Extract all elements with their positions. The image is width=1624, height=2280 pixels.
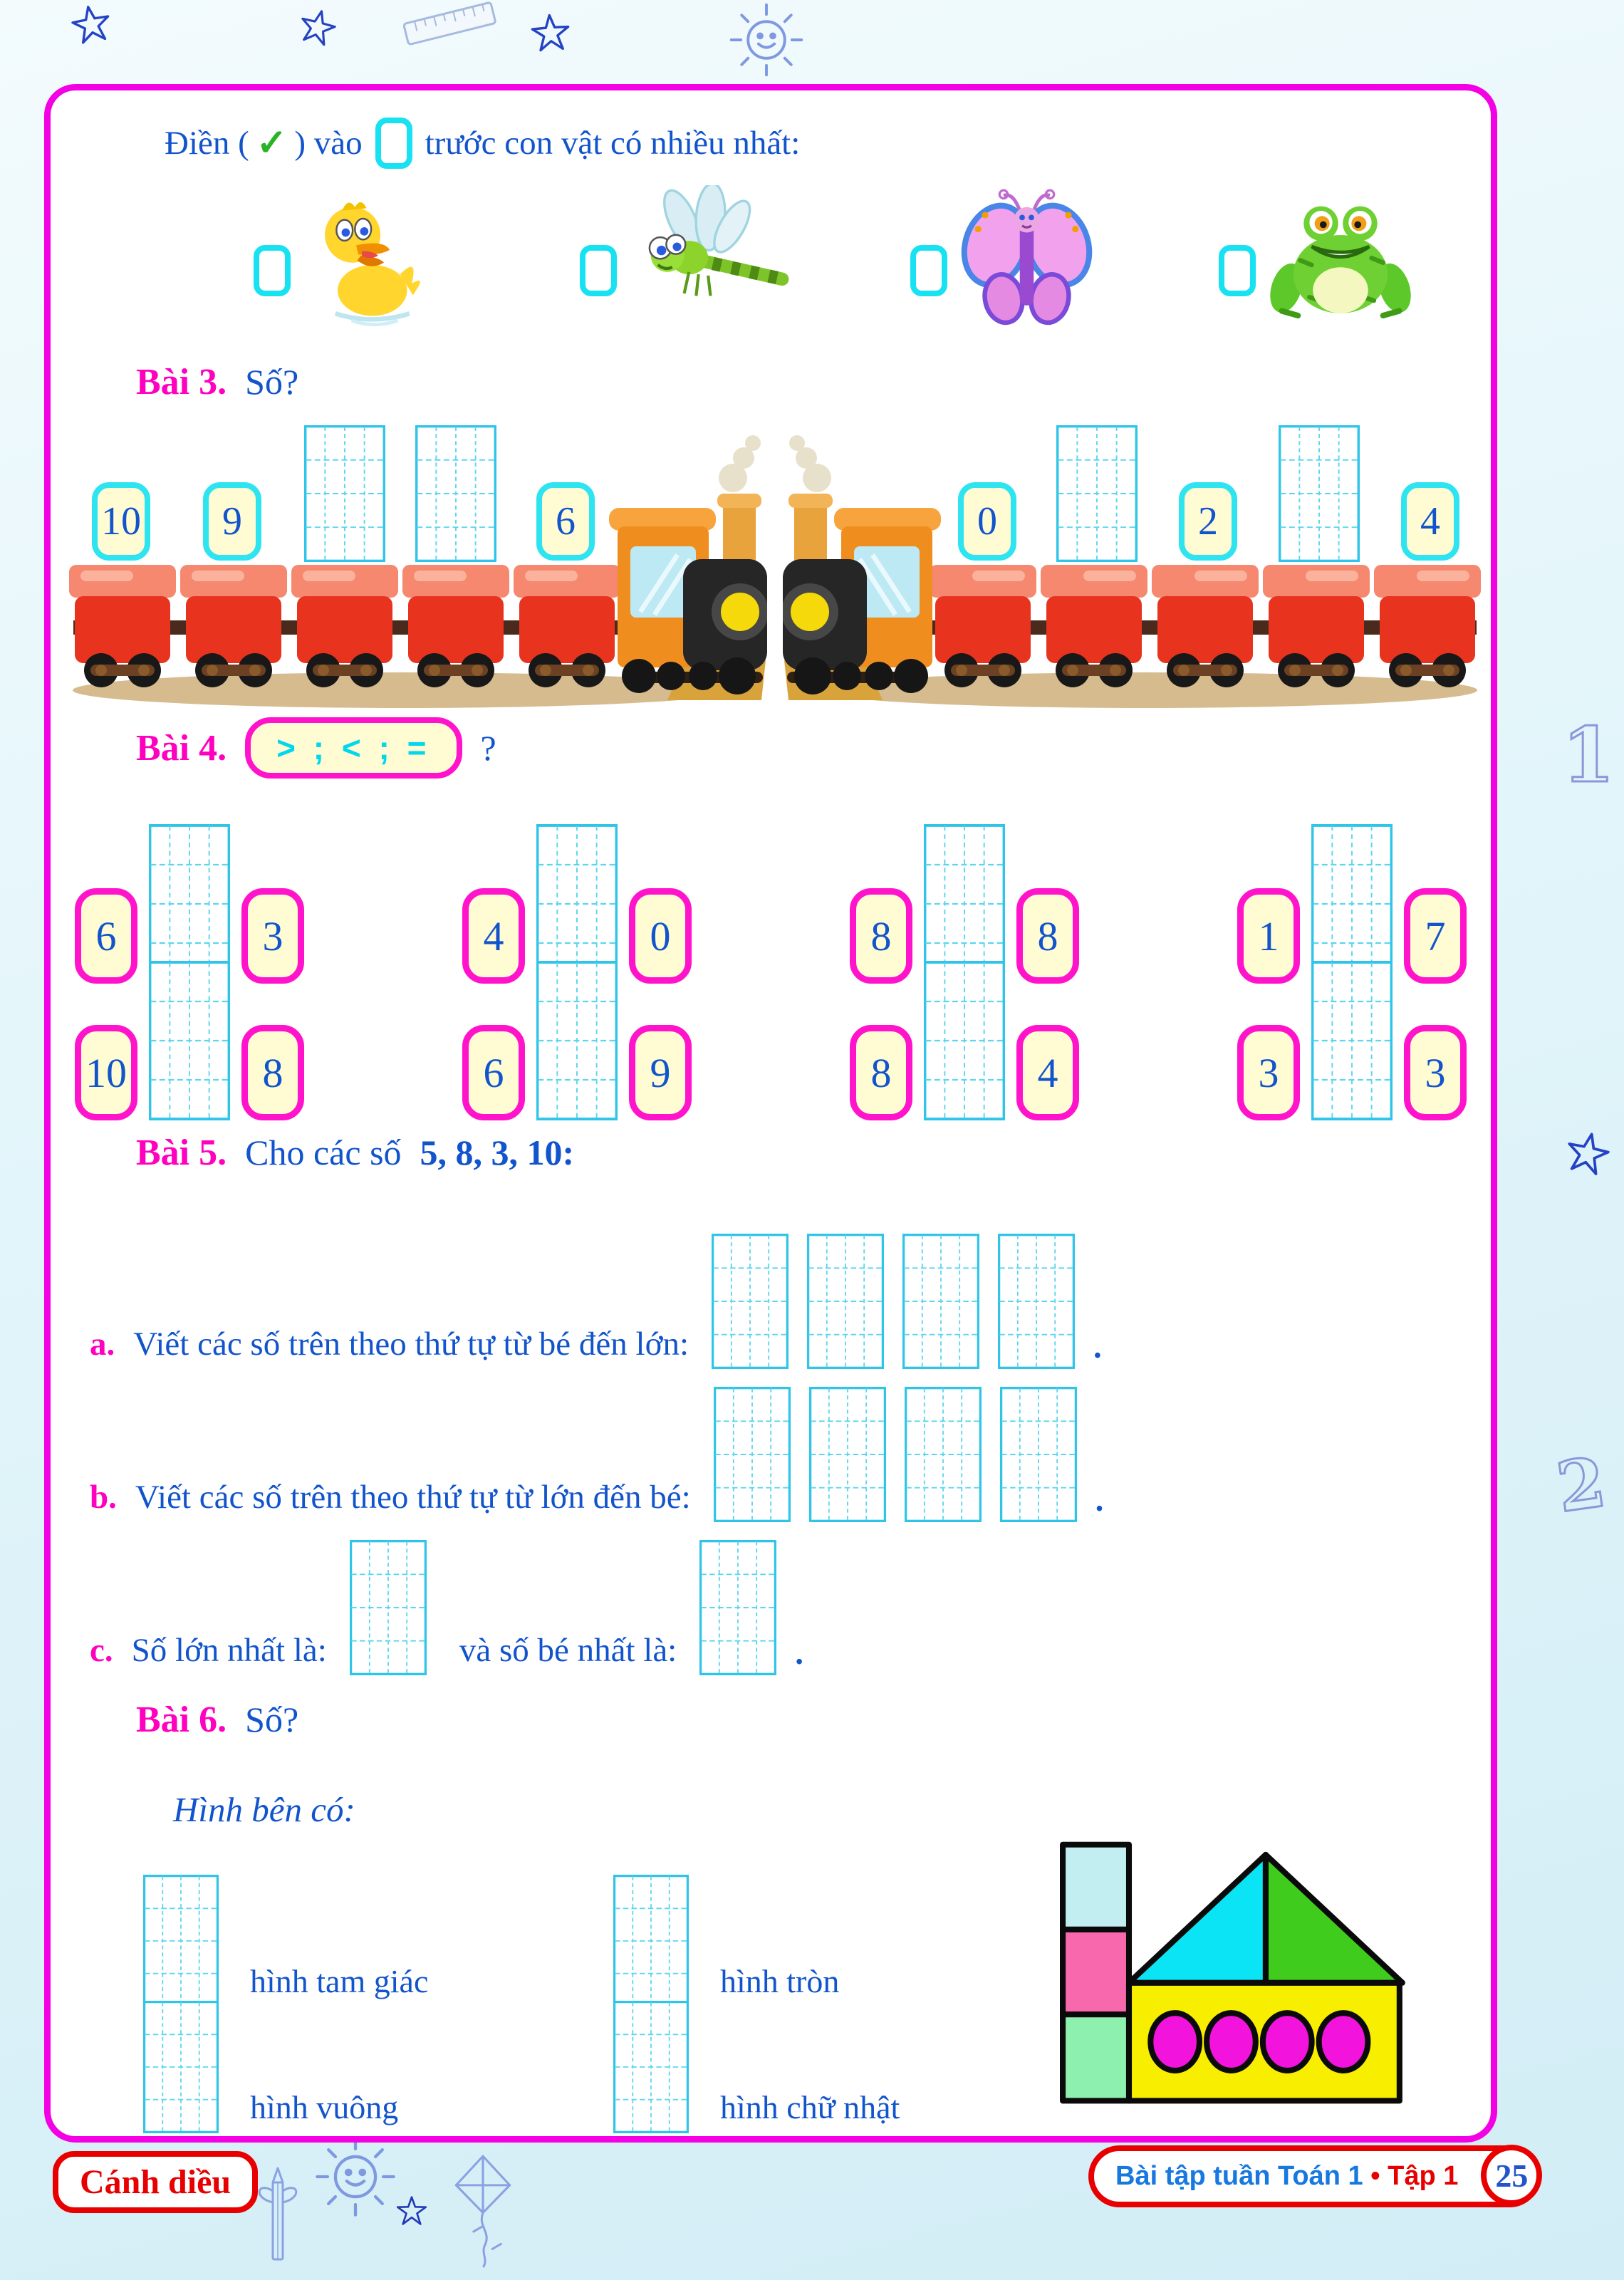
star-doodle-icon [295, 4, 340, 49]
star-doodle-icon [396, 2195, 427, 2227]
train-car-number: 9 [203, 482, 261, 561]
bai3-title: Số? [245, 362, 299, 402]
frog-image [1266, 187, 1415, 333]
sun-doodle-icon [312, 2133, 399, 2220]
duck-image [301, 184, 439, 337]
ruler-doodle-icon [396, 0, 503, 50]
dragonfly-image [627, 185, 794, 335]
bai3-heading [136, 361, 298, 403]
comparison-answer-grid[interactable] [536, 824, 618, 984]
bai5-item-a [90, 1234, 1102, 1369]
comparison-exercise [1237, 961, 1467, 1120]
comparison-row-2 [66, 961, 1475, 1120]
comparison-row-1 [66, 824, 1475, 984]
bai3-label: Bài 3. [136, 362, 227, 402]
shape-label: hình vuông [250, 2089, 399, 2125]
answer-grid[interactable] [712, 1234, 788, 1369]
comparison-exercise [75, 961, 304, 1120]
train-left [62, 425, 767, 710]
answer-grid[interactable] [998, 1234, 1075, 1369]
comparison-exercise [462, 961, 692, 1120]
answer-checkbox[interactable] [910, 245, 947, 296]
comparison-answer-grid[interactable] [149, 824, 230, 984]
answer-grid[interactable] [807, 1234, 884, 1369]
bai5-intro-text: Cho các số [245, 1133, 402, 1172]
series-title: Bài tập tuần Toán 1 [1115, 2161, 1363, 2191]
shape-house-illustration [1058, 1828, 1411, 2106]
bai5-label: Bài 5. [136, 1133, 227, 1173]
comparison-left-number: 4 [462, 888, 525, 984]
comparison-answer-grid[interactable] [149, 961, 230, 1120]
comparison-right-number: 7 [1404, 888, 1467, 984]
answer-grid[interactable] [143, 1875, 219, 2007]
shape-count-triangle [143, 1875, 428, 2007]
separator-dot: • [1370, 2161, 1380, 2191]
comparison-exercise [1237, 824, 1467, 984]
bai6-subtitle: Hình bên có: [173, 1790, 355, 1829]
svg-text:2: 2 [1551, 1441, 1610, 1529]
animal-option-butterfly [910, 175, 1096, 345]
answer-grid[interactable] [613, 1875, 689, 2007]
train-car-number: 0 [958, 482, 1016, 561]
comparison-left-number: 1 [1237, 888, 1300, 984]
star-doodle-icon [529, 11, 572, 54]
answer-grid[interactable] [905, 1387, 982, 1522]
shape-label: hình tròn [720, 1963, 840, 1999]
intro-text-prefix: Điền ( [165, 125, 249, 162]
train-car-number: 6 [536, 482, 595, 561]
comparison-exercise [462, 824, 692, 984]
comparison-answer-grid[interactable] [924, 824, 1005, 984]
bai6-heading [136, 1699, 298, 1741]
shape-label: hình tam giác [250, 1963, 429, 1999]
numeral-2-doodle [1541, 1442, 1622, 1529]
intro-text-middle: ) vào [294, 125, 363, 162]
answer-grid[interactable] [1056, 425, 1138, 562]
comparison-left-number: 8 [850, 888, 912, 984]
period: . [1093, 1328, 1102, 1365]
shape-count-circle [613, 1875, 839, 2007]
book-title-footer [1088, 2145, 1541, 2207]
comparison-answer-grid[interactable] [1311, 824, 1393, 984]
train-right [783, 425, 1488, 710]
period: . [1095, 1482, 1104, 1519]
item-c-text1: Số lớn nhất là: [131, 1632, 327, 1669]
bai5-heading [136, 1132, 574, 1174]
comparison-exercise [850, 824, 1079, 984]
butterfly-image [957, 180, 1096, 340]
exercise-intro [165, 118, 800, 169]
comparison-right-number: 3 [1404, 1025, 1467, 1120]
answer-grid[interactable] [714, 1387, 791, 1522]
comparison-left-number: 6 [462, 1025, 525, 1120]
answer-grid[interactable] [143, 2001, 219, 2133]
animal-option-dragonfly [580, 175, 794, 345]
bai6-title: Số? [245, 1699, 299, 1739]
answer-grid[interactable] [902, 1234, 979, 1369]
period: . [795, 1635, 803, 1672]
answer-checkbox[interactable] [1219, 245, 1256, 296]
comparison-right-number: 4 [1016, 1025, 1079, 1120]
comparison-right-number: 9 [629, 1025, 692, 1120]
item-b-text: Viết các số trên theo thứ tự từ lớn đến bé: [135, 1479, 691, 1516]
answer-checkbox[interactable] [580, 245, 617, 296]
comparison-symbols-box: > ; < ; = [245, 717, 462, 779]
check-mark-icon: ✓ [256, 123, 288, 164]
answer-grid[interactable] [304, 425, 385, 562]
comparison-answer-grid[interactable] [1311, 961, 1393, 1120]
answer-grid[interactable] [1000, 1387, 1077, 1522]
answer-grid[interactable] [809, 1387, 886, 1522]
svg-text:1: 1 [1562, 714, 1615, 798]
answer-grid[interactable] [613, 2001, 689, 2133]
comparison-answer-grid[interactable] [536, 961, 618, 1120]
kite-doodle-icon [443, 2150, 523, 2271]
comparison-answer-grid[interactable] [924, 961, 1005, 1120]
shape-count-rectangle [613, 2001, 900, 2133]
checkbox-sample-icon [375, 118, 412, 169]
page-number-badge [1481, 2145, 1542, 2206]
bai5-item-c [90, 1540, 803, 1675]
bai5-item-b [90, 1387, 1103, 1522]
bai4-question-mark: ? [480, 728, 496, 768]
page-number: 25 [1495, 2157, 1529, 2194]
item-b-label: b. [90, 1479, 117, 1516]
comparison-left-number: 3 [1237, 1025, 1300, 1120]
item-a-text: Viết các số trên theo thứ tự từ bé đến lớn: [133, 1326, 689, 1363]
worksheet-card [44, 84, 1497, 2143]
comparison-right-number: 8 [1016, 888, 1079, 984]
sun-doodle-icon [727, 0, 806, 80]
comparison-left-number: 6 [75, 888, 137, 984]
train-car-number: 2 [1179, 482, 1237, 561]
publisher-badge: Cánh diều [53, 2151, 258, 2213]
comparison-right-number: 3 [241, 888, 304, 984]
comparison-left-number: 10 [75, 1025, 137, 1120]
item-c-text2: và số bé nhất là: [459, 1632, 677, 1669]
answer-grid[interactable] [350, 1540, 427, 1675]
train-illustration [62, 425, 767, 710]
shape-label: hình chữ nhật [720, 2089, 900, 2125]
bai6-label: Bài 6. [136, 1699, 227, 1740]
bai5-numbers: 5, 8, 3, 10: [420, 1133, 575, 1172]
comparison-exercise [850, 961, 1079, 1120]
volume-label: Tập 1 [1388, 2161, 1459, 2191]
star-doodle-icon [68, 1, 115, 48]
answer-grid[interactable] [1279, 425, 1360, 562]
comparison-right-number: 8 [241, 1025, 304, 1120]
comparison-left-number: 8 [850, 1025, 912, 1120]
comparison-exercise [75, 824, 304, 984]
answer-checkbox[interactable] [254, 245, 291, 296]
train-car-number: 4 [1401, 482, 1459, 561]
bai4-label: Bài 4. [136, 727, 227, 769]
bai4-heading [136, 717, 496, 779]
train-car-number: 10 [92, 482, 150, 561]
answer-grid[interactable] [699, 1540, 776, 1675]
intro-text-suffix: trước con vật có nhiều nhất: [425, 125, 801, 162]
comparison-right-number: 0 [629, 888, 692, 984]
item-a-label: a. [90, 1326, 115, 1363]
answer-grid[interactable] [415, 425, 496, 562]
animal-option-duck [254, 175, 439, 345]
numeral-1-doodle [1554, 714, 1623, 798]
shape-count-square [143, 2001, 398, 2133]
item-c-label: c. [90, 1632, 113, 1669]
animal-option-frog [1219, 175, 1415, 345]
star-doodle-icon [1561, 1127, 1614, 1180]
